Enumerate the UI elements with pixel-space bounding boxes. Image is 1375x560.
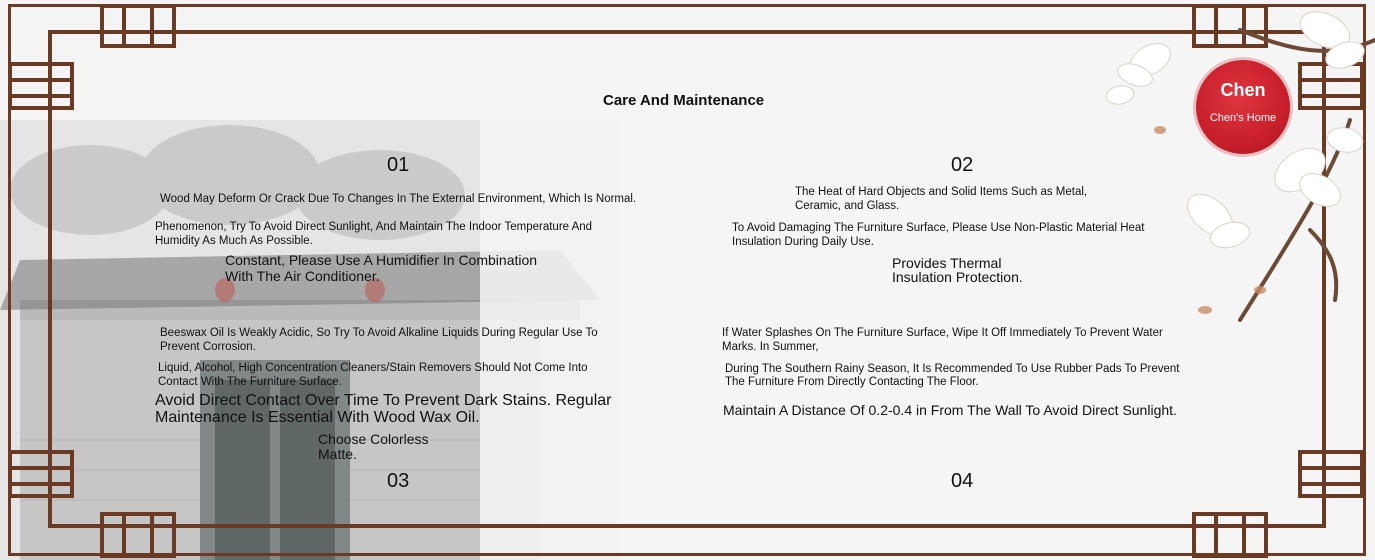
section-number-02: 02 bbox=[951, 154, 974, 176]
section-01-line-5: With The Air Conditioner. bbox=[225, 268, 380, 284]
section-02-line-4: Insulation During Daily Use. bbox=[732, 236, 874, 248]
seal-brand: Chen bbox=[1220, 80, 1266, 100]
seal-subtitle: Chen's Home bbox=[1209, 112, 1277, 124]
section-number-01: 01 bbox=[387, 154, 410, 176]
section-03-line-3: Liquid, Alcohol, High Concentration Cleaners/Stain Removers Should Not Come Into bbox=[158, 362, 588, 374]
section-04-line-5: Maintain A Distance Of 0.2-0.4 in From The Wall To Avoid Direct Sunlight. bbox=[723, 402, 1177, 418]
section-number-03: 03 bbox=[387, 470, 410, 492]
section-03-line-5: Avoid Direct Contact Over Time To Prevent Dark Stains. Regular bbox=[155, 392, 612, 409]
section-03-line-7: Choose Colorless bbox=[318, 431, 429, 447]
section-01-line-1: Wood May Deform Or Crack Due To Changes In The External Environment, Which Is Normal. bbox=[160, 193, 637, 205]
section-number-04: 04 bbox=[951, 470, 974, 492]
section-03-line-8: Matte. bbox=[318, 446, 357, 462]
page-title: Care And Maintenance bbox=[603, 92, 765, 109]
section-02-line-5: Provides Thermal bbox=[892, 255, 1002, 271]
section-02-line-6: Insulation Protection. bbox=[892, 269, 1023, 285]
section-04-line-3: During The Southern Rainy Season, It Is Recommended To Use Rubber Pads To Prevent bbox=[725, 363, 1180, 375]
section-01-line-2: Phenomenon, Try To Avoid Direct Sunlight, And Maintain The Indoor Temperature And bbox=[155, 221, 593, 233]
section-04-line-1: If Water Splashes On The Furniture Surface, Wipe It Off Immediately To Prevent Water bbox=[722, 327, 1163, 339]
magnolia-flower-decoration bbox=[1090, 0, 1375, 360]
section-02-line-2: Ceramic, and Glass. bbox=[795, 200, 900, 212]
section-03-line-6: Maintenance Is Essential With Wood Wax Oil. bbox=[155, 409, 480, 426]
section-01-line-4: Constant, Please Use A Humidifier In Combination bbox=[225, 252, 538, 268]
section-03-line-4: Contact With The Furniture Surface. bbox=[158, 376, 342, 388]
section-03-line-1: Beeswax Oil Is Weakly Acidic, So Try To Avoid Alkaline Liquids During Regular Use To bbox=[160, 327, 598, 339]
section-04-line-2: Marks. In Summer, bbox=[722, 341, 819, 353]
section-04-line-4: The Furniture From Directly Contacting The Floor. bbox=[725, 376, 979, 388]
section-03-line-2: Prevent Corrosion. bbox=[160, 341, 256, 353]
section-02-line-1: The Heat of Hard Objects and Solid Items Such as Metal, bbox=[795, 186, 1088, 198]
brand-seal bbox=[1196, 60, 1290, 154]
section-01-line-3: Humidity As Much As Possible. bbox=[155, 235, 313, 247]
section-02-line-3: To Avoid Damaging The Furniture Surface, Please Use Non-Plastic Material Heat bbox=[732, 222, 1145, 234]
